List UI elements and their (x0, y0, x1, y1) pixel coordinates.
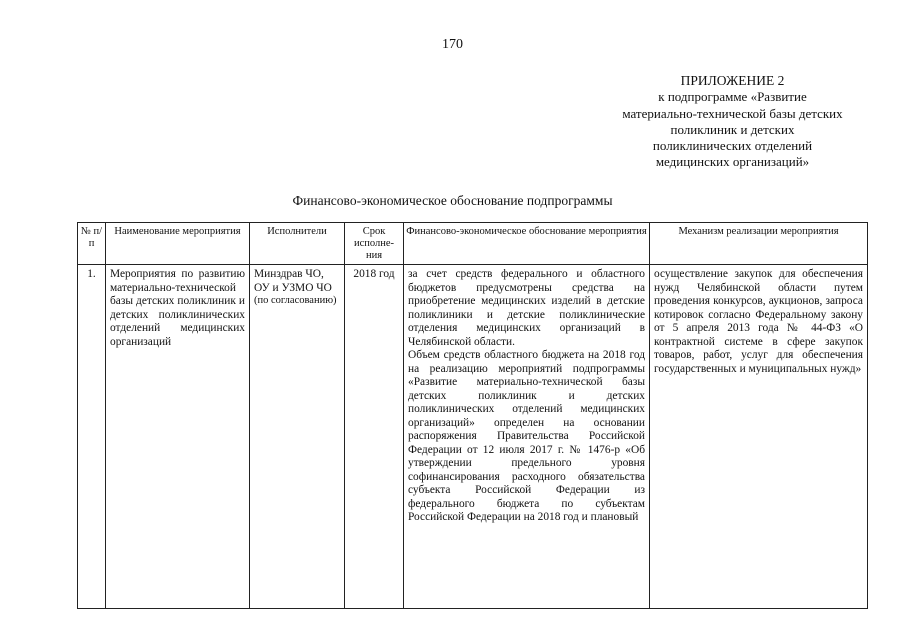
justification-paragraph-2: Объем средств областного бюджета на 2018 год на реализацию мероприятий подпрограммы «Развитие материально-технической базы детских поликлиник и детских поликлинических отделений медицинских организаций» определен на основании распоряжения Правительства Российской Федерации от 12 июля 2017 г. № 1476-р «Об утверждении предельного уровня софинансирования расходного обязательства субъекта Российской Федерации из федерального бюджета по субъектам Российской Федерации на 2018 год и плановый (408, 349, 645, 523)
appendix-line: к подпрограмме «Развитие (658, 89, 807, 105)
page-number: 170 (442, 37, 463, 52)
executors-note: (по согласованию) (254, 295, 337, 306)
row-term: 2018 год (345, 265, 404, 609)
header-number: № п/п (78, 223, 106, 265)
justification-paragraph-1: за счет средств федерального и областного бюджетов предусмотрены средства на приобретение медицинских изделий в детские поликлиники и детские поликлинические отделения медицинских организаций в Челябинской области. (408, 268, 645, 348)
row-number: 1. (78, 265, 106, 609)
row-name: Мероприятия по развитию материально-технической базы детских поликлиник и детских поликлинических отделений медицинских организаций (106, 265, 250, 609)
header-term: Срок исполне-ния (345, 223, 404, 265)
header-mechanism: Механизм реализации мероприятия (650, 223, 868, 265)
appendix-title: ПРИЛОЖЕНИЕ 2 (680, 73, 785, 88)
appendix-header (600, 73, 865, 171)
row-mechanism: осуществление закупок для обеспечения нужд Челябинской области путем проведения конкурсов, аукционов, запроса котировок согласно Федеральному закону от 5 апреля 2013 года № 44-ФЗ «О контрактной системе в сфере закупок товаров, работ, услуг для обеспечения государственных и муниципальных нужд» (650, 265, 868, 609)
header-executors: Исполнители (250, 223, 345, 265)
appendix-line: медицинских организаций» (655, 154, 810, 170)
document-title: Финансово-экономическое обоснование подпрограммы (292, 193, 613, 208)
table-row (78, 265, 868, 609)
appendix-line: материально-технической базы детских (622, 105, 843, 121)
row-executors (250, 265, 345, 609)
appendix-line: поликлиник и детских (670, 121, 795, 137)
appendix-line: поликлинических отделений (652, 138, 813, 154)
header-justification: Финансово-экономическое обоснование мероприятия (404, 223, 650, 265)
header-name: Наименование мероприятия (106, 223, 250, 265)
row-justification (404, 265, 650, 609)
table-header-row (78, 223, 868, 265)
finance-table (77, 222, 868, 609)
executors-main: Минздрав ЧО, ОУ и УЗМО ЧО (254, 268, 332, 294)
